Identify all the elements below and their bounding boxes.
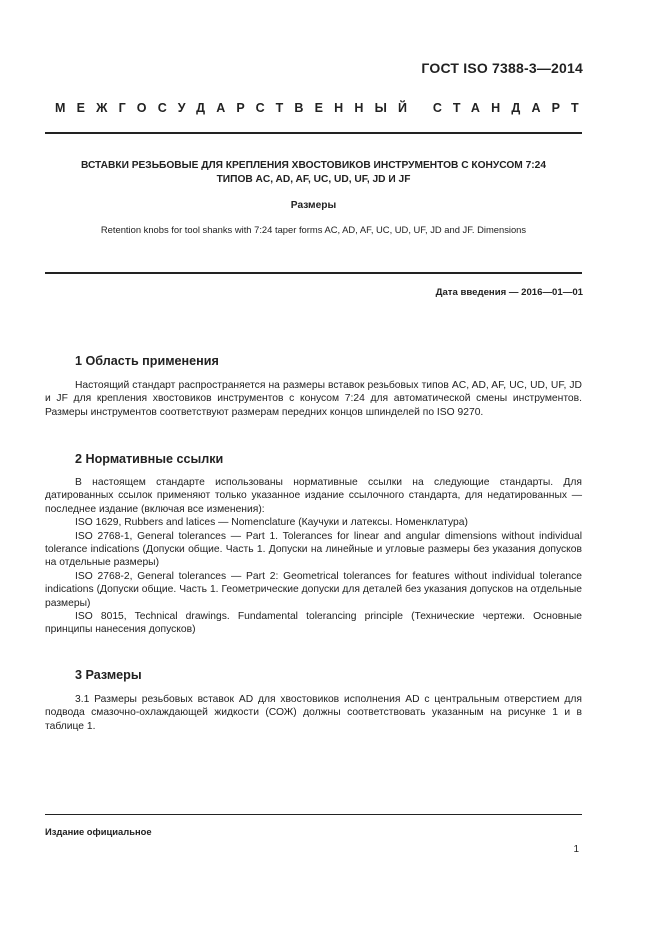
reference-item: ISO 1629, Rubbers and latices — Nomenclature (Каучуки и латексы. Номенклатура) — [75, 517, 468, 529]
document-number: ГОСТ ISO 7388-3—2014 — [421, 60, 583, 76]
document-subtitle: Размеры — [290, 200, 337, 211]
section-2-body — [45, 476, 582, 637]
title-line-2: ТИПОВ AC, AD, AF, UC, UD, UF, JD И JF — [216, 174, 411, 185]
section-1-body — [45, 379, 582, 419]
section-3-heading: 3 Размеры — [75, 668, 142, 682]
section-1-text: Настоящий стандарт распространяется на размеры вставок резьбовых типов AC, AD, AF, UC, UD, UF, JD и JF для крепления хвостовиков инструментов с конусом 7:24 для автоматической смены инструментов. Размеры инструментов соответствуют размерам передних концов шпинделей по ISO 9270. — [45, 380, 582, 418]
section-3-text: 3.1 Размеры резьбовых вставок AD для хвостовиков исполнения AD с центральным отверстием для подвода смазочно-охлаждающей жидкости (СОЖ) должны соответствовать указанным на рисунке 1 и в таблице 1. — [45, 694, 582, 732]
english-title: Retention knobs for tool shanks with 7:24 taper forms AC, AD, AF, UC, UD, UF, JD and JF. Dimensions — [100, 224, 527, 235]
title-line-1: ВСТАВКИ РЕЗЬБОВЫЕ ДЛЯ КРЕПЛЕНИЯ ХВОСТОВИКОВ ИНСТРУМЕНТОВ С КОНУСОМ 7:24 — [80, 160, 546, 171]
document-title — [45, 159, 582, 187]
title-divider — [45, 272, 582, 274]
introduction-date: Дата введения — 2016—01—01 — [435, 287, 583, 298]
reference-item: ISO 2768-2, General tolerances — Part 2: Geometrical tolerances for features without individual tolerance indications (Допуски общие. Часть 1. Геометрические допуски для деталей без указания допусков на отдельные размеры) — [45, 570, 582, 609]
footer-divider — [45, 814, 582, 815]
reference-item: ISO 2768-1, General tolerances — Part 1. Tolerances for linear and angular dimensions without individual tolerance indications (Допуски общие. Часть 1. Допуски на линейные и угловые размеры без указания допусков на отдельные размеры) — [45, 530, 582, 569]
top-divider — [45, 132, 582, 134]
reference-item: ISO 8015, Technical drawings. Fundamental tolerancing principle (Технические чертежи. Основные принципы нанесения допусков) — [45, 611, 582, 636]
section-1-heading: 1 Область применения — [75, 354, 219, 368]
page-number: 1 — [573, 844, 579, 855]
section-2-heading: 2 Нормативные ссылки — [75, 452, 224, 466]
section-2-intro: В настоящем стандарте использованы нормативные ссылки на следующие стандарты. Для датированных ссылок применяют только указанное издание ссылочного стандарта, для недатированных — последнее издание (включая все изменения): — [45, 477, 582, 515]
standard-type: МЕЖГОСУДАРСТВЕННЫЙ СТАНДАРТ — [55, 101, 590, 115]
section-3-body — [45, 693, 582, 733]
official-edition-label: Издание официальное — [45, 826, 152, 837]
